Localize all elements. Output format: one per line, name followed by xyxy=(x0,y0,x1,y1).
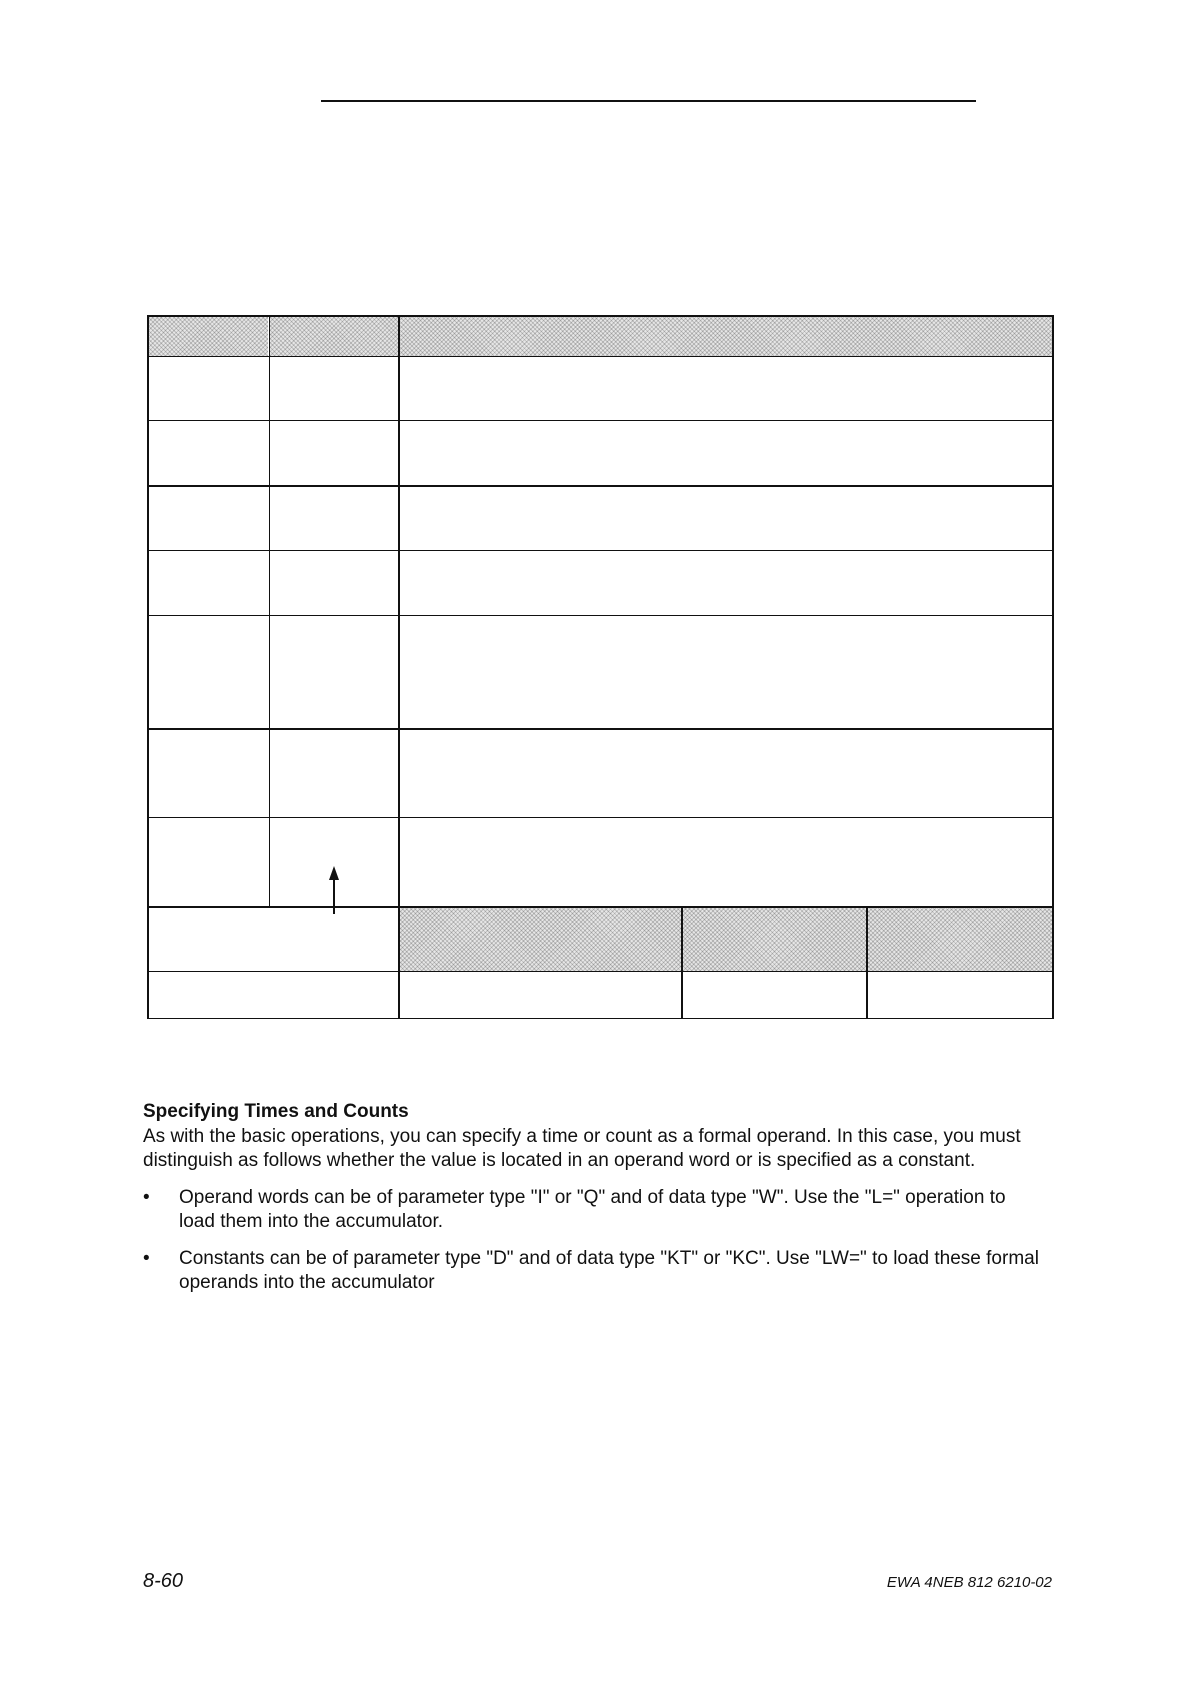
row-divider xyxy=(147,817,1054,818)
row-divider xyxy=(147,1018,1054,1019)
list-item xyxy=(143,1247,1043,1296)
column-divider xyxy=(269,315,270,907)
row-divider xyxy=(147,485,1054,487)
lower-header-cell-2 xyxy=(683,907,866,971)
row-divider xyxy=(147,906,1054,908)
table-header-cell-1 xyxy=(148,316,268,356)
row-divider xyxy=(147,971,1054,972)
times-counts-section xyxy=(143,1100,1043,1308)
row-divider xyxy=(147,615,1054,616)
row-divider xyxy=(147,728,1054,730)
bullet-icon: • xyxy=(143,1186,150,1208)
bullet-list xyxy=(143,1186,1043,1296)
bullet-icon: • xyxy=(143,1247,150,1269)
list-item-text: Operand words can be of parameter type "I" or "Q" and of data type "W". Use the "L=" operation to load them into the accumulator. xyxy=(179,1186,1006,1232)
header-rule xyxy=(321,100,976,102)
row-divider xyxy=(147,420,1054,421)
table-header-cell-2 xyxy=(270,316,398,356)
lower-header-cell-3 xyxy=(868,907,1052,971)
section-paragraph: As with the basic operations, you can specify a time or count as a formal operand. In this case, you must distinguish as follows whether the value is located in an operand word or is specified as a constant. xyxy=(143,1125,1021,1171)
list-item-text: Constants can be of parameter type "D" and of data type "KT" or "KC". Use "LW=" to load these formal operands into the accumulator xyxy=(179,1247,1039,1293)
lower-header-cell-1 xyxy=(400,907,681,971)
up-arrow-icon xyxy=(325,866,343,914)
column-divider xyxy=(866,907,868,1019)
section-heading: Specifying Times and Counts xyxy=(143,1101,409,1122)
document-id: EWA 4NEB 812 6210-02 xyxy=(886,1574,1052,1591)
table-header-cell-3 xyxy=(400,316,1052,356)
column-divider xyxy=(681,907,683,1019)
list-item xyxy=(143,1186,1043,1235)
row-divider xyxy=(147,315,1054,317)
row-divider xyxy=(147,356,1054,357)
page-number: 8-60 xyxy=(143,1570,184,1592)
row-divider xyxy=(147,550,1054,551)
